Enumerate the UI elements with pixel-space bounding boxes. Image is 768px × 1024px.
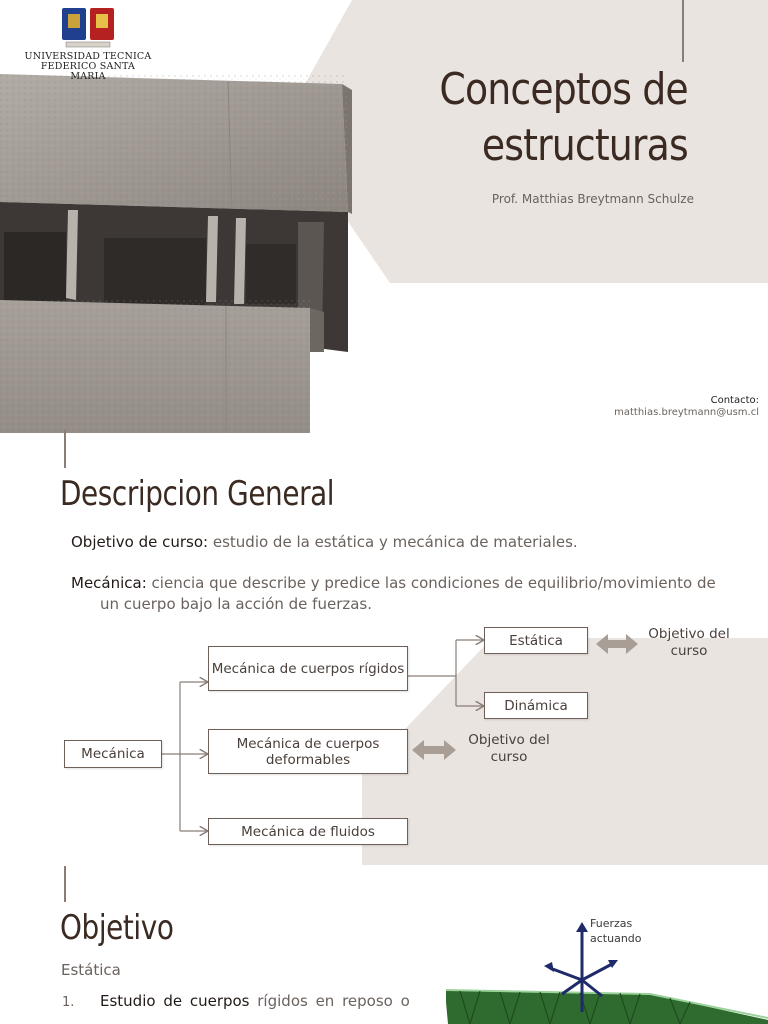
node-rigid-bodies: Mecánica de cuerpos rígidos [208,646,408,691]
list-number: 1. [62,995,75,1010]
vertical-divider [64,866,66,902]
section-heading: Descripcion General [60,474,335,514]
node-deformable-bodies: Mecánica de cuerpos deformables [208,729,408,774]
node-mecanica: Mecánica [64,740,162,768]
course-objective-note-1 [640,626,738,660]
course-objective-note-2 [460,732,558,766]
node-dynamics: Dinámica [484,692,588,719]
double-arrow-icon [596,634,638,654]
list-item-text: rígidos en reposo o [249,992,410,1010]
professor-name: Prof. Matthias Breytmann Schulze [491,192,694,206]
objective-paragraph [71,532,751,553]
presentation-title [440,62,688,174]
double-arrow-icon [412,740,456,760]
node-fluids: Mecánica de fluidos [208,818,408,845]
list-item-1 [100,991,410,1012]
list-item-bold: Estudio de cuerpos [100,992,250,1010]
mechanics-text: ciencia que describe y predice las condiciones de equilibrio/movimiento de [146,574,716,592]
section-heading: Objetivo [60,908,174,948]
subheading: Estática [61,961,121,979]
note-1-line-2: curso [670,643,708,659]
note-2-line-2: curso [490,749,528,765]
objective-text: estudio de la estática y mecánica de materiales. [208,533,578,551]
mechanics-text-line-2: un cuerpo bajo la acción de fuerzas. [100,595,373,613]
vertical-divider [682,0,684,62]
university-line-1: UNIVERSIDAD TECNICA [24,51,152,62]
forces-line-2: actuando [590,932,642,945]
university-crest-icon [60,6,116,50]
mechanics-label: Mecánica: [71,574,147,592]
university-name [24,52,152,82]
note-1-line-1: Objetivo del [648,626,730,642]
vertical-divider [64,430,66,468]
bridge-forces-illustration [440,920,768,1024]
forces-line-1: Fuerzas [590,917,633,930]
node-statics: Estática [484,627,588,654]
note-2-line-1: Objetivo del [468,732,550,748]
building-photo [0,62,352,433]
university-line-2: FEDERICO SANTA MARIA [40,61,136,82]
title-line-1: Conceptos de [439,64,688,115]
title-line-2: estructuras [482,120,688,171]
objective-label: Objetivo de curso: [71,533,209,551]
bridge-truss-icon [446,990,768,1024]
mechanics-paragraph [71,573,761,615]
title-slide [0,0,768,433]
contact-label: Contacto: [710,395,759,406]
contact-email[interactable]: matthias.breytmann@usm.cl [614,407,759,418]
